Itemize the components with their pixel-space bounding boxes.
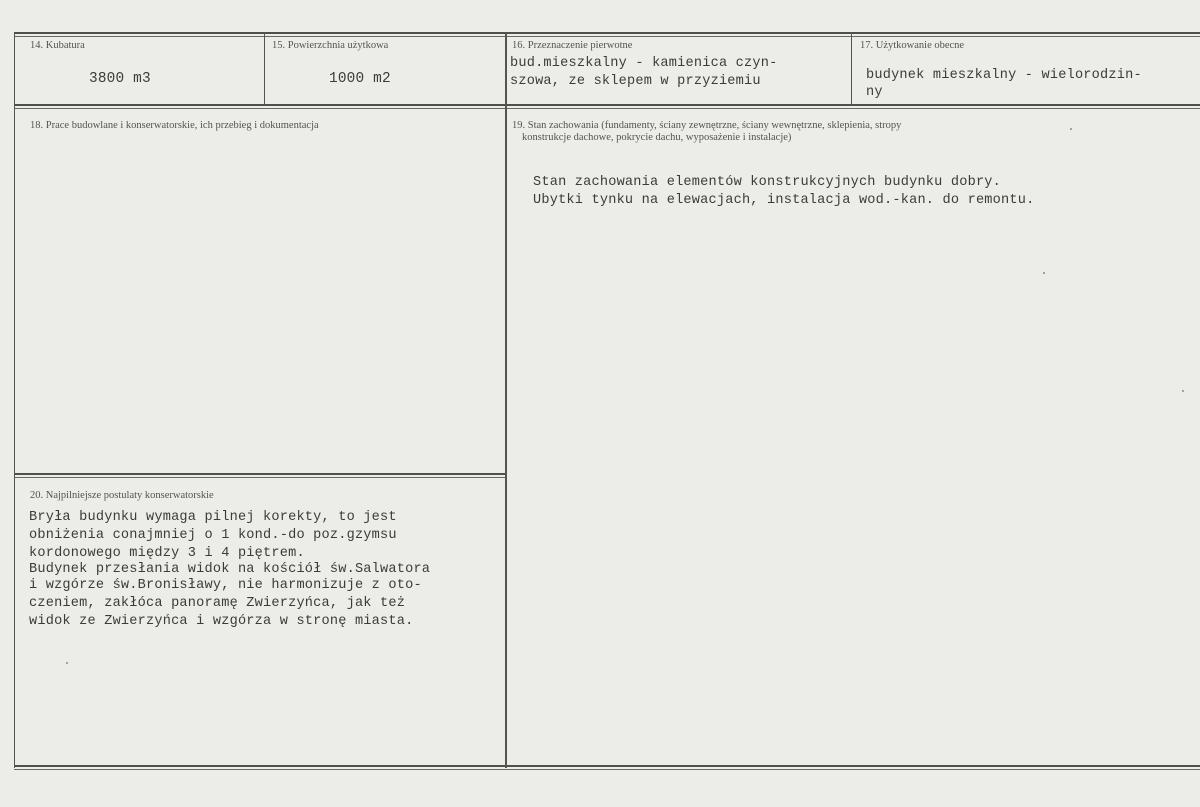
- main-column-divider: [505, 32, 507, 768]
- field-16-label: 16. Przeznaczenie pierwotne: [512, 40, 633, 51]
- field-14-value: 3800 m3: [89, 71, 151, 87]
- field-20-line-6: czeniem, zakłóca panoramę Zwierzyńca, jak też: [29, 596, 406, 611]
- field-20-line-1: Bryła budynku wymaga pilnej korekty, to jest: [29, 510, 397, 525]
- field-16-line-2: szowa, ze sklepem w przyziemiu: [510, 74, 761, 89]
- paper-speck: [1070, 128, 1072, 130]
- bottom-rule: [14, 765, 1200, 770]
- field-20-line-4: Budynek przesłania widok na kościół św.Salwatora: [29, 562, 431, 577]
- field-20-line-5: i wzgórze św.Bronisławy, nie harmonizuje z oto-: [29, 578, 422, 593]
- paper-speck: [1182, 390, 1184, 392]
- field-18-label: 18. Prace budowlane i konserwatorskie, ich przebieg i dokumentacja: [30, 120, 319, 131]
- field-20-line-7: widok ze Zwierzyńca i wzgórza w stronę miasta.: [29, 614, 414, 629]
- field-19-label-line-1: 19. Stan zachowania (fundamenty, ściany zewnętrzne, ściany wewnętrzne, sklepienia, stropy: [512, 120, 902, 131]
- field-17-line-1: budynek mieszkalny - wielorodzin-: [866, 68, 1142, 83]
- divider-14-15: [264, 32, 265, 106]
- field-20-line-2: obniżenia conajmniej o 1 kond.-do poz.gzymsu: [29, 528, 397, 543]
- field-20-line-3: kordonowego między 3 i 4 piętrem.: [29, 546, 305, 561]
- paper-speck: [66, 662, 68, 664]
- left-border: [14, 32, 15, 768]
- section18-bottom-rule: [14, 473, 506, 478]
- field-15-value: 1000 m2: [329, 71, 391, 87]
- field-17-line-2: ny: [866, 85, 883, 100]
- field-15-label: 15. Powierzchnia użytkowa: [272, 40, 389, 51]
- field-19-line-1: Stan zachowania elementów konstrukcyjnych budynku dobry.: [533, 175, 1002, 190]
- row1-bottom-rule: [14, 104, 1200, 109]
- field-20-label: 20. Najpilniejsze postulaty konserwatorskie: [30, 490, 214, 501]
- field-19-label-line-2: konstrukcje dachowe, pokrycie dachu, wyposażenie i instalacje): [522, 132, 792, 143]
- field-19-line-2: Ubytki tynku na elewacjach, instalacja wod.-kan. do remontu.: [533, 193, 1035, 208]
- field-16-line-1: bud.mieszkalny - kamienica czyn-: [510, 56, 778, 71]
- field-17-label: 17. Użytkowanie obecne: [860, 40, 965, 51]
- paper-speck: [1043, 272, 1045, 274]
- top-rule: [14, 32, 1200, 37]
- divider-16-17: [851, 32, 852, 106]
- field-14-label: 14. Kubatura: [30, 40, 85, 51]
